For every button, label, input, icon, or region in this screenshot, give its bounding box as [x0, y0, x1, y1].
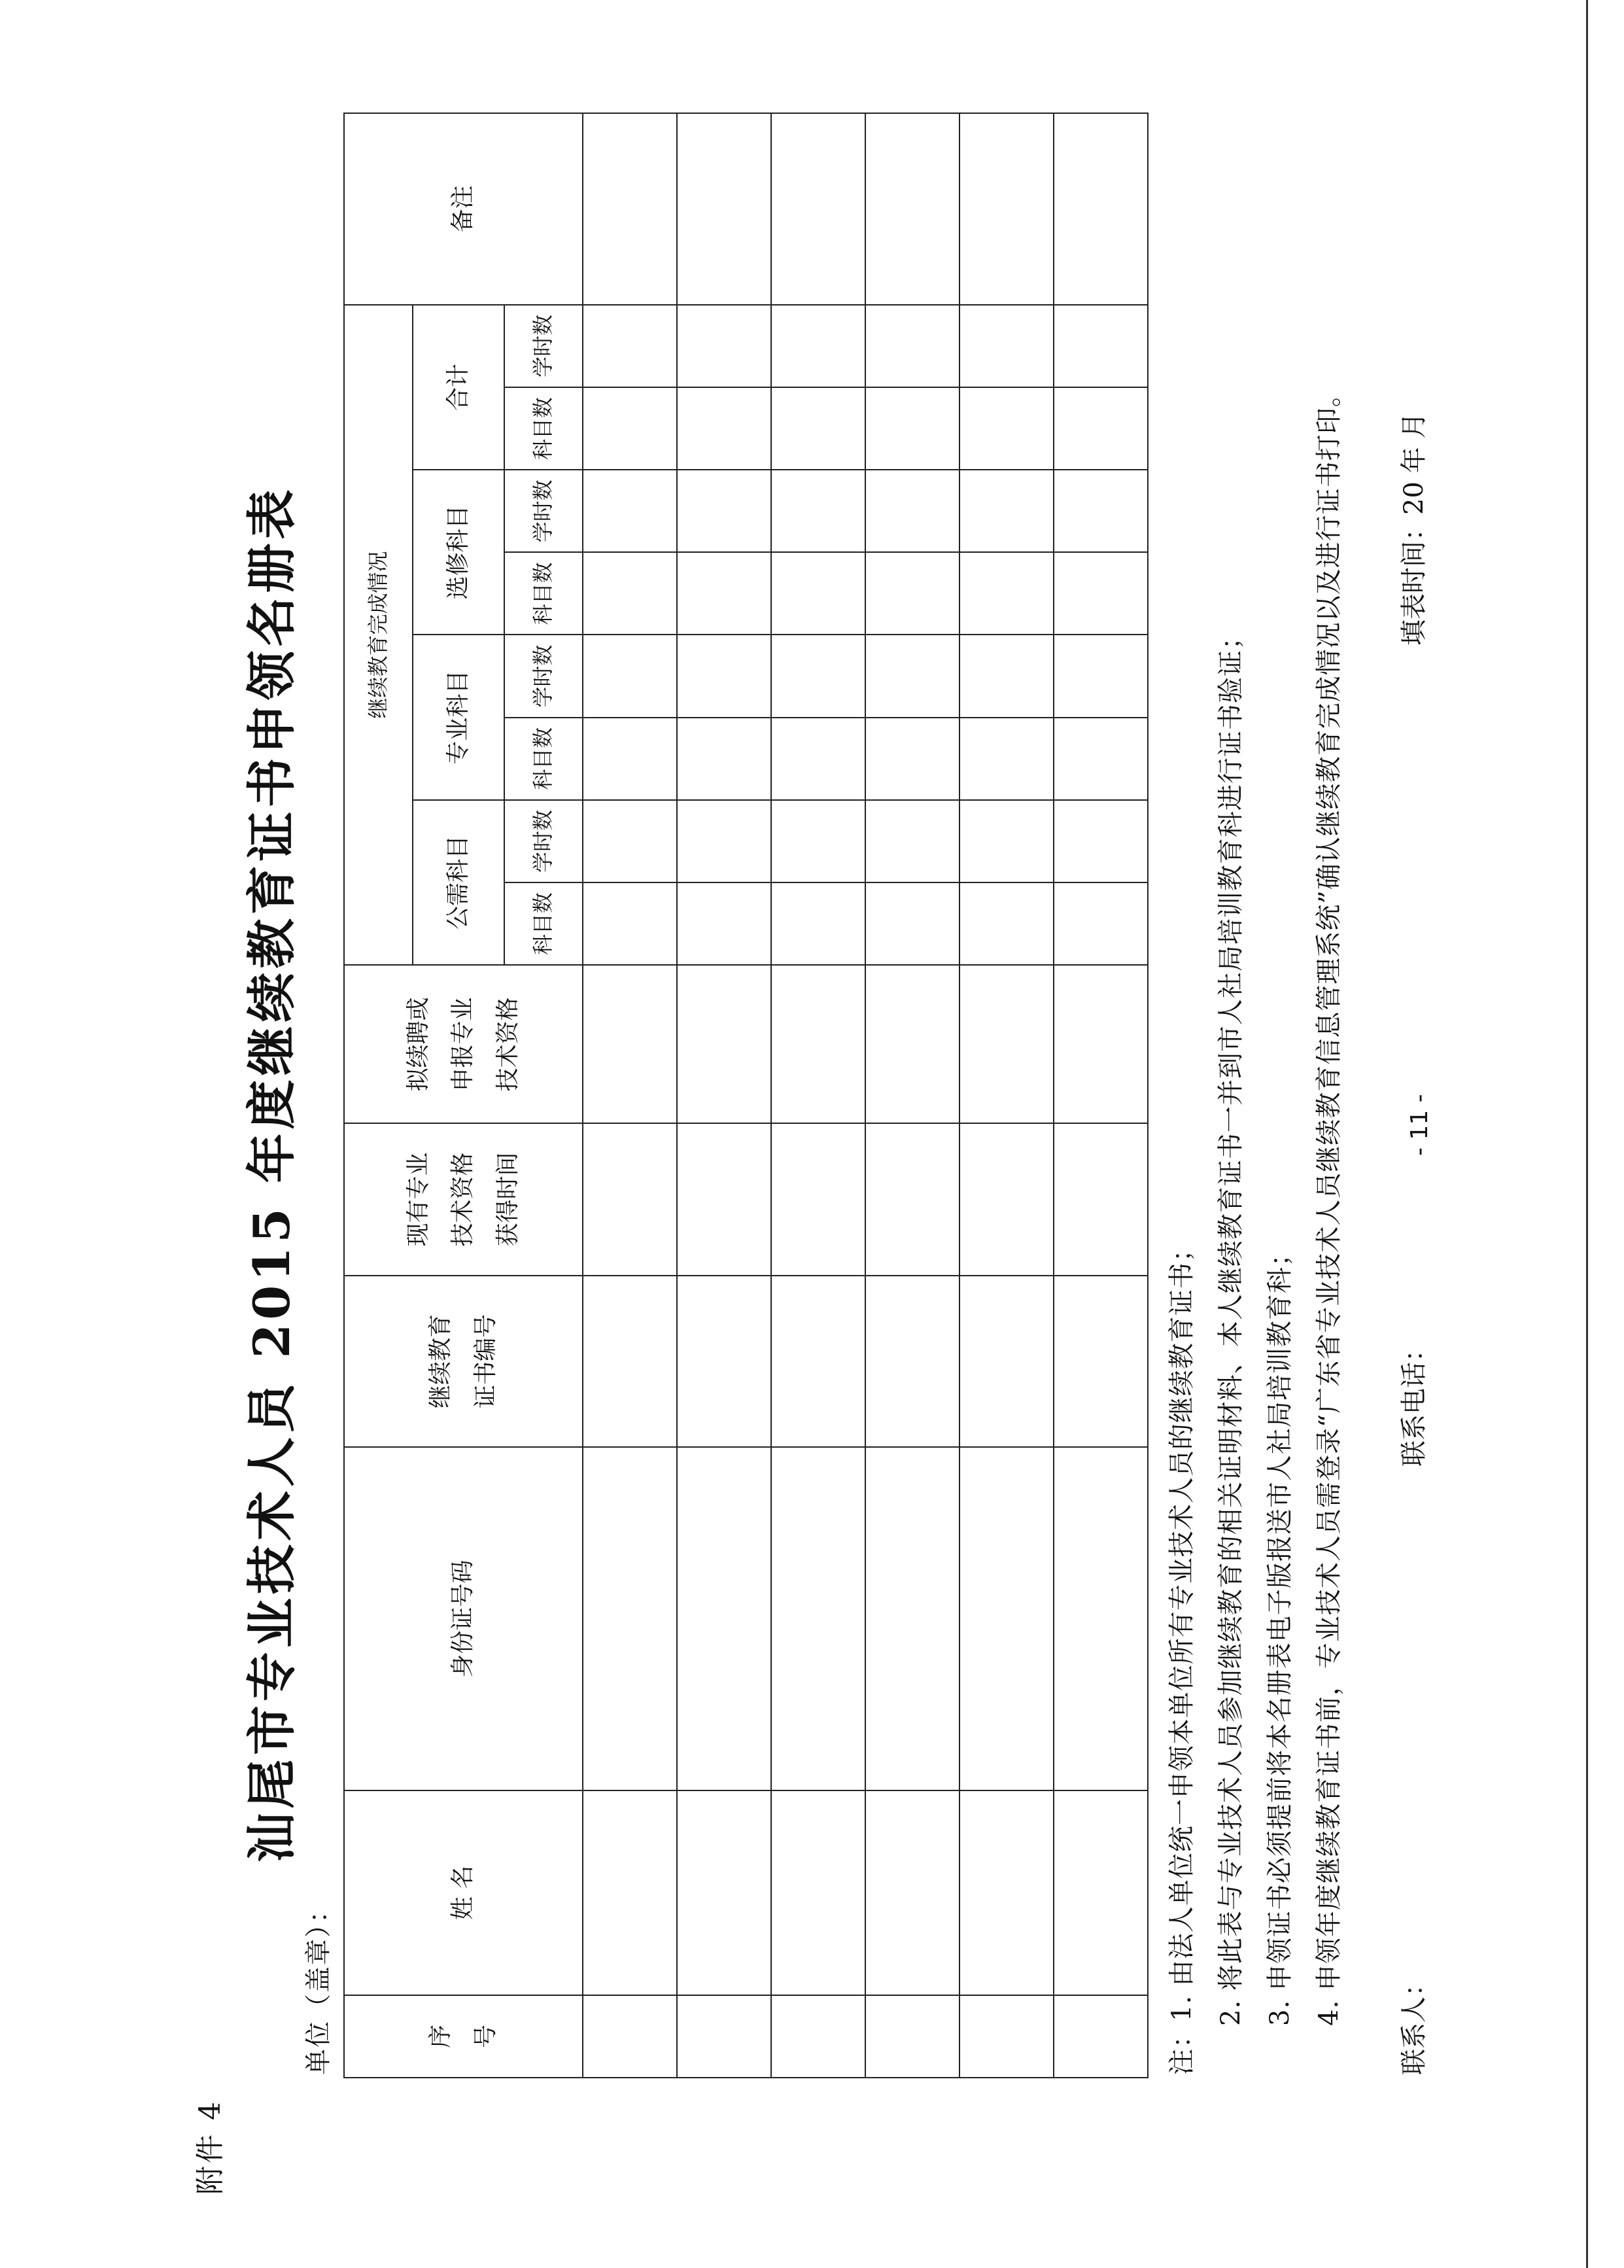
- table-cell[interactable]: [865, 305, 959, 387]
- table-cell[interactable]: [959, 1123, 1054, 1275]
- note-item: 2. 将此表与专业技术人员参加继续教育的相关证明材料、本人继续教育证书一并到市人社局培训教育科进行证书验证；: [1216, 623, 1246, 2026]
- table-body: [583, 113, 1148, 2078]
- header-professional-subject-count: 科目数: [504, 718, 583, 800]
- table-cell[interactable]: [771, 305, 865, 387]
- table-cell[interactable]: [1054, 965, 1148, 1123]
- header-applied-qualification: 拟续聘或 申报专业 技术资格: [344, 965, 583, 1123]
- table-cell[interactable]: [677, 1123, 771, 1275]
- table-cell[interactable]: [677, 387, 771, 470]
- contact-phone-label: 联系电话：: [1399, 1336, 1429, 1467]
- table-cell[interactable]: [771, 1995, 865, 2078]
- table-cell[interactable]: [1054, 552, 1148, 635]
- table-cell[interactable]: [959, 882, 1054, 965]
- table-cell[interactable]: [771, 965, 865, 1123]
- table-cell[interactable]: [771, 635, 865, 718]
- header-professional-hours: 学时数: [504, 635, 583, 718]
- table-cell[interactable]: [865, 882, 959, 965]
- table-cell[interactable]: [677, 965, 771, 1123]
- table-cell[interactable]: [865, 718, 959, 800]
- table-cell[interactable]: [583, 387, 677, 470]
- document-title: 汕尾市专业技术人员 2015 年度继续教育证书申领名册表: [243, 485, 301, 1862]
- table-cell[interactable]: [771, 1447, 865, 1790]
- table-row: [1054, 113, 1148, 2078]
- table-cell[interactable]: [1054, 800, 1148, 882]
- table-cell[interactable]: [959, 1276, 1054, 1447]
- table-cell[interactable]: [865, 800, 959, 882]
- header-public-hours: 学时数: [504, 800, 583, 882]
- table-cell[interactable]: [677, 552, 771, 635]
- table-row: [583, 113, 677, 2078]
- table-cell[interactable]: [771, 470, 865, 552]
- table-cell[interactable]: [1054, 718, 1148, 800]
- table-cell[interactable]: [959, 635, 1054, 718]
- table-cell[interactable]: [865, 1790, 959, 1995]
- table-cell[interactable]: [1054, 1123, 1148, 1275]
- table-cell[interactable]: [959, 718, 1054, 800]
- table-cell[interactable]: [677, 1790, 771, 1995]
- table-cell[interactable]: [959, 470, 1054, 552]
- header-current-qualification: 现有专业 技术资格 获得时间: [344, 1123, 583, 1275]
- table-cell[interactable]: [583, 718, 677, 800]
- table-cell[interactable]: [771, 387, 865, 470]
- table-cell[interactable]: [677, 305, 771, 387]
- table-cell[interactable]: [959, 113, 1054, 305]
- table-cell[interactable]: [771, 113, 865, 305]
- table-cell[interactable]: [677, 1447, 771, 1790]
- register-table: [343, 113, 1149, 2078]
- table-cell[interactable]: [583, 800, 677, 882]
- table-cell[interactable]: [959, 387, 1054, 470]
- table-cell[interactable]: [865, 470, 959, 552]
- table-cell[interactable]: [677, 1276, 771, 1447]
- table-cell[interactable]: [583, 635, 677, 718]
- table-cell[interactable]: [959, 800, 1054, 882]
- header-public-subject-count: 科目数: [504, 882, 583, 965]
- table-cell[interactable]: [583, 965, 677, 1123]
- table-row: [677, 113, 771, 2078]
- table-cell[interactable]: [1054, 387, 1148, 470]
- table-cell[interactable]: [583, 1447, 677, 1790]
- header-total-hours: 学时数: [504, 305, 583, 387]
- table-cell[interactable]: [583, 305, 677, 387]
- header-remarks: 备注: [344, 113, 583, 305]
- table-cell[interactable]: [583, 1123, 677, 1275]
- table-cell[interactable]: [959, 1447, 1054, 1790]
- table-cell[interactable]: [583, 882, 677, 965]
- table-cell[interactable]: [583, 470, 677, 552]
- table-cell[interactable]: [1054, 470, 1148, 552]
- table-cell[interactable]: [865, 965, 959, 1123]
- table-row: [959, 113, 1054, 2078]
- table-cell[interactable]: [865, 113, 959, 305]
- table-cell[interactable]: [583, 1995, 677, 2078]
- table-cell[interactable]: [771, 1790, 865, 1995]
- table-cell[interactable]: [959, 552, 1054, 635]
- table-cell[interactable]: [865, 1447, 959, 1790]
- table-cell[interactable]: [677, 882, 771, 965]
- table-cell[interactable]: [1054, 1447, 1148, 1790]
- scan-edge-line: [1586, 0, 1588, 2268]
- table-cell[interactable]: [1054, 305, 1148, 387]
- table-cell[interactable]: [865, 1123, 959, 1275]
- table-cell[interactable]: [1054, 1790, 1148, 1995]
- header-certificate-number: 继续教育 证书编号: [344, 1276, 583, 1447]
- table-cell[interactable]: [583, 1276, 677, 1447]
- header-id-number: 身份证号码: [344, 1447, 583, 1790]
- table-cell[interactable]: [865, 387, 959, 470]
- unit-label: 单位（盖章）：: [303, 1896, 334, 2075]
- table-cell[interactable]: [1054, 882, 1148, 965]
- header-sequence: 序 号: [344, 1995, 583, 2078]
- table-cell[interactable]: [959, 305, 1054, 387]
- note-item: 4. 申领年度继续教育证书前，专业技术人员需登录“广东省专业技术人员继续教育信息管理系统”确认继续教育完成情况以及进行证书打印。: [1314, 380, 1344, 2026]
- table-cell[interactable]: [677, 718, 771, 800]
- table-cell[interactable]: [771, 800, 865, 882]
- table-cell[interactable]: [865, 552, 959, 635]
- page-number: - 11 -: [1406, 1094, 1433, 1156]
- table-cell[interactable]: [959, 1790, 1054, 1995]
- table-cell[interactable]: [1054, 1276, 1148, 1447]
- table-cell[interactable]: [865, 635, 959, 718]
- header-professional-subjects: 专业科目: [413, 635, 504, 800]
- table-cell[interactable]: [771, 552, 865, 635]
- table-cell[interactable]: [865, 1276, 959, 1447]
- header-total-subject-count: 科目数: [504, 387, 583, 470]
- header-completion-status: 继续教育完成情况: [344, 305, 413, 965]
- note-item: 3. 申领证书必须提前将本名册表电子版报送市人社局培训教育科；: [1265, 1240, 1295, 2026]
- table-cell[interactable]: [1054, 1995, 1148, 2078]
- table-cell[interactable]: [959, 965, 1054, 1123]
- table-cell[interactable]: [583, 552, 677, 635]
- table-cell[interactable]: [1054, 113, 1148, 305]
- contact-person-label: 联系人：: [1399, 1970, 1429, 2075]
- header-total: 合计: [413, 305, 504, 470]
- header-name: 姓 名: [344, 1790, 583, 1995]
- note-item: 注：1. 由法人单位统一申领本单位所有专业技术人员的继续教育证书；: [1167, 1235, 1197, 2075]
- table-cell[interactable]: [771, 882, 865, 965]
- table-cell[interactable]: [865, 1995, 959, 2078]
- table-cell[interactable]: [677, 800, 771, 882]
- table-cell[interactable]: [583, 1790, 677, 1995]
- header-elective-subject-count: 科目数: [504, 552, 583, 635]
- header-public-subjects: 公需科目: [413, 800, 504, 965]
- table-cell[interactable]: [771, 1123, 865, 1275]
- table-cell[interactable]: [771, 1276, 865, 1447]
- table-cell[interactable]: [677, 635, 771, 718]
- header-elective-subjects: 选修科目: [413, 470, 504, 635]
- attachment-label: 附件 4: [194, 2099, 227, 2195]
- header-elective-hours: 学时数: [504, 470, 583, 552]
- fill-time-label: 填表时间：20 年 月: [1399, 412, 1429, 646]
- table-row: [771, 113, 865, 2078]
- table-cell[interactable]: [677, 1995, 771, 2078]
- table-cell[interactable]: [771, 718, 865, 800]
- table-cell[interactable]: [583, 113, 677, 305]
- table-cell[interactable]: [1054, 635, 1148, 718]
- table-cell[interactable]: [677, 113, 771, 305]
- table-row: [865, 113, 959, 2078]
- table-cell[interactable]: [959, 1995, 1054, 2078]
- table-cell[interactable]: [677, 470, 771, 552]
